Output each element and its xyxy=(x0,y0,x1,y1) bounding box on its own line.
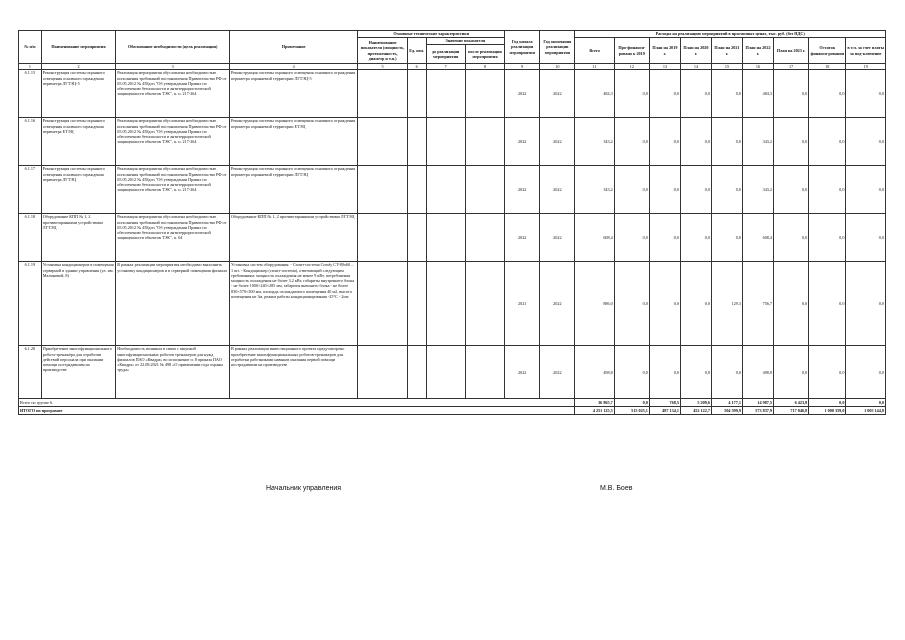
header-tech-unit: Ед. изм. xyxy=(407,38,426,64)
header-note: Примечание xyxy=(230,31,358,64)
justification-cell: Реализация мероприятия обусловлена необходимостью исполнения требований постановления Правительства РФ от 05.05.2012 № 458дсп "Об утверждении Правил по обеспечению безопасности и антитеррористической защищенности объектов ТЭК", п. п. 217-264 xyxy=(116,118,230,166)
tech-after-cell xyxy=(465,346,504,399)
column-number-cell: 9 xyxy=(505,64,540,70)
year-end-cell: 2022 xyxy=(540,70,575,118)
plan-2023-cell: 0,0 xyxy=(774,214,809,262)
row-number-cell: 6.1.20 xyxy=(19,346,42,399)
including-connection-fee-cell: 0,0 xyxy=(846,214,886,262)
including-connection-fee-cell: 0,0 xyxy=(846,346,886,399)
total-cost-cell: 498,8 xyxy=(575,346,614,399)
total-cost-cell: 886,0 xyxy=(575,262,614,346)
row-number-cell: 6.1.19 xyxy=(19,262,42,346)
tech-name-cell xyxy=(358,346,408,399)
group-total-cell: 6 423,8 xyxy=(774,399,809,407)
total-cost-cell: 343,2 xyxy=(575,118,614,166)
financed-cell: 0,0 xyxy=(614,346,649,399)
tech-name-cell xyxy=(358,70,408,118)
program-total-cell: 717 046,8 xyxy=(774,407,809,415)
header-total: Всего xyxy=(575,38,614,64)
header-plan-2023: План на 2023 г. xyxy=(774,38,809,64)
header-plan-2020: План на 2020 г. xyxy=(680,38,711,64)
plan-2019-cell: 0,0 xyxy=(649,70,680,118)
year-start-cell: 2022 xyxy=(505,118,540,166)
signature-title: Начальник управления xyxy=(266,485,342,492)
tech-before-cell xyxy=(426,118,465,166)
group-total-cell: 0,0 xyxy=(846,399,886,407)
tech-before-cell xyxy=(426,166,465,214)
header-plan-2019: План на 2019 г. xyxy=(649,38,680,64)
column-number-cell: 17 xyxy=(774,64,809,70)
measure-name-cell: Реконструкция системы охранного освещения основного ограждения периметра ЛГТЭЦ xyxy=(41,166,115,214)
table-row xyxy=(19,346,886,399)
data-rows xyxy=(19,70,886,399)
plan-2022-cell: 484,3 xyxy=(742,70,773,118)
financed-cell: 0,0 xyxy=(614,214,649,262)
header-year-start: Год начала реализации мероприятия xyxy=(505,31,540,64)
justification-cell: В рамках реализации мероприятия необходимо выполнить установку кондиционеров и в серверной помещения филиала xyxy=(116,262,230,346)
year-end-cell: 2022 xyxy=(540,262,575,346)
tech-before-cell xyxy=(426,214,465,262)
group-total-cell: 0,0 xyxy=(614,399,649,407)
column-number-cell: 15 xyxy=(711,64,742,70)
investment-program-table-sheet xyxy=(18,30,886,415)
tech-unit-cell xyxy=(407,166,426,214)
plan-2023-cell: 0,0 xyxy=(774,166,809,214)
investment-program-table xyxy=(18,30,886,415)
table-row xyxy=(19,118,886,166)
header-tech-name: Наименование показателя (мощность, протяженность, диаметр и т.п.) xyxy=(358,38,408,64)
header-plan-2021: План на 2021 г. xyxy=(711,38,742,64)
plan-2022-cell: 343,2 xyxy=(742,118,773,166)
plan-2023-cell: 0,0 xyxy=(774,346,809,399)
plan-2019-cell: 0,0 xyxy=(649,214,680,262)
column-number-cell: 11 xyxy=(575,64,614,70)
table-row xyxy=(19,214,886,262)
year-start-cell: 2022 xyxy=(505,166,540,214)
tech-after-cell xyxy=(465,70,504,118)
year-end-cell: 2022 xyxy=(540,166,575,214)
year-end-cell: 2022 xyxy=(540,214,575,262)
column-number-cell: 4 xyxy=(230,64,358,70)
tech-after-cell xyxy=(465,262,504,346)
justification-cell: Реализация мероприятия обусловлена необходимостью исполнения требований постановления Правительства РФ от 05.05.2012 № 458дсп "Об утверждении Правил по обеспечению безопасности и антитеррористической защищенности объектов ТЭК", п. 64 xyxy=(116,214,230,262)
program-total-cell: 1 005 144,8 xyxy=(846,407,886,415)
header-including-connection-fee: в т.ч. за счет платы за под-ключение xyxy=(846,38,886,64)
year-start-cell: 2021 xyxy=(505,262,540,346)
program-total-cell: 487 134,1 xyxy=(649,407,680,415)
program-total-row xyxy=(19,407,886,415)
header-tech-after: после реализации мероприятия xyxy=(465,45,504,64)
plan-2021-cell: 0,0 xyxy=(711,70,742,118)
header-num: № п/п xyxy=(19,31,42,64)
tech-before-cell xyxy=(426,262,465,346)
plan-2022-cell: 498,8 xyxy=(742,346,773,399)
measure-name-cell: Приобретение многофункционального робота-тренажёра для отработки действий персонала при оказании помощи пострадавшим на производстве xyxy=(41,346,115,399)
header-tech-value: Значение показателя xyxy=(426,38,505,45)
group-total-cell: 36 865,7 xyxy=(575,399,614,407)
program-total-cell: 1 000 359,0 xyxy=(809,407,846,415)
header-expenses: Расходы на реализацию мероприятий в прогнозных ценах, тыс. руб. (без НДС) xyxy=(575,31,886,38)
group-total-cell: 0,0 xyxy=(809,399,846,407)
plan-2020-cell: 0,0 xyxy=(680,70,711,118)
group-total-cell: 5 209,6 xyxy=(680,399,711,407)
table-row xyxy=(19,70,886,118)
plan-2021-cell: 0,0 xyxy=(711,166,742,214)
column-number-cell: 13 xyxy=(649,64,680,70)
plan-2021-cell: 0,0 xyxy=(711,214,742,262)
including-connection-fee-cell: 0,0 xyxy=(846,118,886,166)
column-number-cell: 18 xyxy=(809,64,846,70)
measure-name-cell: Оборудование КПП № 1, 2 противотаранными устройствами ЛГТЭЦ xyxy=(41,214,115,262)
tech-name-cell xyxy=(358,214,408,262)
tech-unit-cell xyxy=(407,262,426,346)
tech-before-cell xyxy=(426,70,465,118)
plan-2020-cell: 0,0 xyxy=(680,262,711,346)
row-number-cell: 6.1.17 xyxy=(19,166,42,214)
financed-cell: 0,0 xyxy=(614,166,649,214)
financed-cell: 0,0 xyxy=(614,118,649,166)
signature-name: М.В. Боев xyxy=(600,485,633,492)
column-number-cell: 7 xyxy=(426,64,465,70)
justification-cell: Реализация мероприятия обусловлена необходимостью исполнения требований постановления Правительства РФ от 05.05.2012 № 458дсп "Об утверждении Правил по обеспечению безопасности и антитеррористической защищенности объектов ТЭК", п. п. 217-264 xyxy=(116,166,230,214)
column-number-cell: 5 xyxy=(358,64,408,70)
total-cost-cell: 343,2 xyxy=(575,166,614,214)
remaining-cell: 0,0 xyxy=(809,262,846,346)
plan-2023-cell: 0,0 xyxy=(774,262,809,346)
including-connection-fee-cell: 0,0 xyxy=(846,166,886,214)
column-number-cell: 19 xyxy=(846,64,886,70)
plan-2022-cell: 756,7 xyxy=(742,262,773,346)
header-tech-before: до реализации мероприятия xyxy=(426,45,465,64)
group-total-cell: 768,5 xyxy=(649,399,680,407)
plan-2023-cell: 0,0 xyxy=(774,118,809,166)
tech-after-cell xyxy=(465,118,504,166)
plan-2020-cell: 0,0 xyxy=(680,346,711,399)
header-justification: Обоснование необходимости (цель реализации) xyxy=(116,31,230,64)
including-connection-fee-cell: 0,0 xyxy=(846,262,886,346)
year-end-cell: 2022 xyxy=(540,346,575,399)
plan-2022-cell: 343,2 xyxy=(742,166,773,214)
financed-cell: 0,0 xyxy=(614,70,649,118)
measure-name-cell: Установка кондиционеров в помещения серверной в здании управления (ул. им. Малиновой, 8) xyxy=(41,262,115,346)
plan-2019-cell: 0,0 xyxy=(649,166,680,214)
header-plan-2022: План на 2022 г. xyxy=(742,38,773,64)
plan-2020-cell: 0,0 xyxy=(680,118,711,166)
note-cell: Оборудование КПП № 1, 2 противотаранными устройствами ЛГТЭЦ xyxy=(230,214,358,262)
measure-name-cell: Реконструкция системы охранного освещения основного ограждения периметра ЛГТЭЦ-5 xyxy=(41,70,115,118)
program-total-cell: 504 599,9 xyxy=(711,407,742,415)
column-number-cell: 2 xyxy=(41,64,115,70)
column-number-cell: 1 xyxy=(19,64,42,70)
column-number-cell: 3 xyxy=(116,64,230,70)
tech-after-cell xyxy=(465,166,504,214)
header-financed: Про-финанси-ровано к 2019 xyxy=(614,38,649,64)
row-number-cell: 6.1.18 xyxy=(19,214,42,262)
table-row xyxy=(19,262,886,346)
plan-2020-cell: 0,0 xyxy=(680,166,711,214)
column-number-cell: 6 xyxy=(407,64,426,70)
header-year-end: Год окончания реализации мероприятия xyxy=(540,31,575,64)
header-tech: Основные технические характеристики xyxy=(358,31,505,38)
year-start-cell: 2022 xyxy=(505,214,540,262)
group-total-cell: 4 177,1 xyxy=(711,399,742,407)
note-cell: Реконструкция системы охранного освещения основного ограждения периметра охраняемой территории ЛГТЭЦ-5 xyxy=(230,70,358,118)
tech-name-cell xyxy=(358,262,408,346)
row-number-cell: 6.1.15 xyxy=(19,70,42,118)
column-number-cell: 14 xyxy=(680,64,711,70)
remaining-cell: 0,0 xyxy=(809,118,846,166)
group-total-label: Всего по группе 6. xyxy=(19,399,575,407)
financed-cell: 0,0 xyxy=(614,262,649,346)
plan-2021-cell: 0,0 xyxy=(711,346,742,399)
program-total-cell: 515 025,1 xyxy=(614,407,649,415)
plan-2021-cell: 129,3 xyxy=(711,262,742,346)
plan-2019-cell: 0,0 xyxy=(649,118,680,166)
program-total-cell: 4 251 125,5 xyxy=(575,407,614,415)
justification-cell: Реализация мероприятия обусловлена необходимостью исполнения требований постановления Правительства РФ от 05.05.2012 № 458дсп "Об утверждении Правил по обеспечению безопасности и антитеррористической защищенности объектов ТЭК", п. п. 217-264 xyxy=(116,70,230,118)
remaining-cell: 0,0 xyxy=(809,70,846,118)
program-total-cell: 573 837,9 xyxy=(742,407,773,415)
tech-unit-cell xyxy=(407,70,426,118)
tech-name-cell xyxy=(358,118,408,166)
year-start-cell: 2022 xyxy=(505,70,540,118)
plan-2019-cell: 0,0 xyxy=(649,262,680,346)
program-total-cell: 452 122,7 xyxy=(680,407,711,415)
plan-2019-cell: 0,0 xyxy=(649,346,680,399)
note-cell: Реконструкция системы охранного освещения основного ограждения периметра охраняемой территории ЕТЭЦ xyxy=(230,118,358,166)
remaining-cell: 0,0 xyxy=(809,214,846,262)
plan-2020-cell: 0,0 xyxy=(680,214,711,262)
total-cost-cell: 608,4 xyxy=(575,214,614,262)
including-connection-fee-cell: 0,0 xyxy=(846,70,886,118)
remaining-cell: 0,0 xyxy=(809,346,846,399)
column-number-cell: 16 xyxy=(742,64,773,70)
tech-before-cell xyxy=(426,346,465,399)
plan-2022-cell: 608,4 xyxy=(742,214,773,262)
tech-unit-cell xyxy=(407,346,426,399)
row-number-cell: 6.1.16 xyxy=(19,118,42,166)
remaining-cell: 0,0 xyxy=(809,166,846,214)
group-total-row xyxy=(19,399,886,407)
note-cell: Установка систем оборудования: - Сплит-система Comfy CT-80х60 – 1 шт. - Кондиционер (сплит-система), отвечающий следующим требованиям: мощность охлаждения не менее 9 кВт, потребляемая мощность охлаждения не более 3,2 кВт, габариты внутреннего блока - не более 1000×240×285 мм, габариты внешнего блока - не более 830×570×300 мм, площадь охлаждаемого помещения 40 м2, высота помещения не 3м, режим работы кондиционирования -25°С - 2шт. xyxy=(230,262,358,346)
year-end-cell: 2022 xyxy=(540,118,575,166)
note-cell: В рамках реализации инвестиционного проекта предусмотрено приобретение многофункциональных роботов-тренажеров для отработки работниками навыков оказания первой помощи пострадавшим на производстве xyxy=(230,346,358,399)
group-total-cell: 14 987,5 xyxy=(742,399,773,407)
column-number-cell: 10 xyxy=(540,64,575,70)
tech-unit-cell xyxy=(407,118,426,166)
header-remaining: Остаток финанси-рования xyxy=(809,38,846,64)
plan-2023-cell: 0,0 xyxy=(774,70,809,118)
table-row xyxy=(19,166,886,214)
measure-name-cell: Реконструкция системы охранного освещения основного ограждения периметра ЕТЭЦ xyxy=(41,118,115,166)
justification-cell: Необходимость возникла в связи с закупкой многофункциональных роботов тренажеров для нужд филиалов ПАО «Квадра» во исполнение п. 8 приказа ПАО «Квадра» от 22.08.2021 № 498 «О применении года охраны труда» xyxy=(116,346,230,399)
column-number-cell: 12 xyxy=(614,64,649,70)
tech-name-cell xyxy=(358,166,408,214)
total-cost-cell: 484,3 xyxy=(575,70,614,118)
plan-2021-cell: 0,0 xyxy=(711,118,742,166)
program-total-label: ИТОГО по программе xyxy=(19,407,575,415)
year-start-cell: 2022 xyxy=(505,346,540,399)
tech-after-cell xyxy=(465,214,504,262)
tech-unit-cell xyxy=(407,214,426,262)
note-cell: Реконструкция системы охранного освещения основного ограждения периметра охраняемой территории ЛГТЭЦ xyxy=(230,166,358,214)
column-number-cell: 8 xyxy=(465,64,504,70)
header-name: Наименование мероприятия xyxy=(41,31,115,64)
